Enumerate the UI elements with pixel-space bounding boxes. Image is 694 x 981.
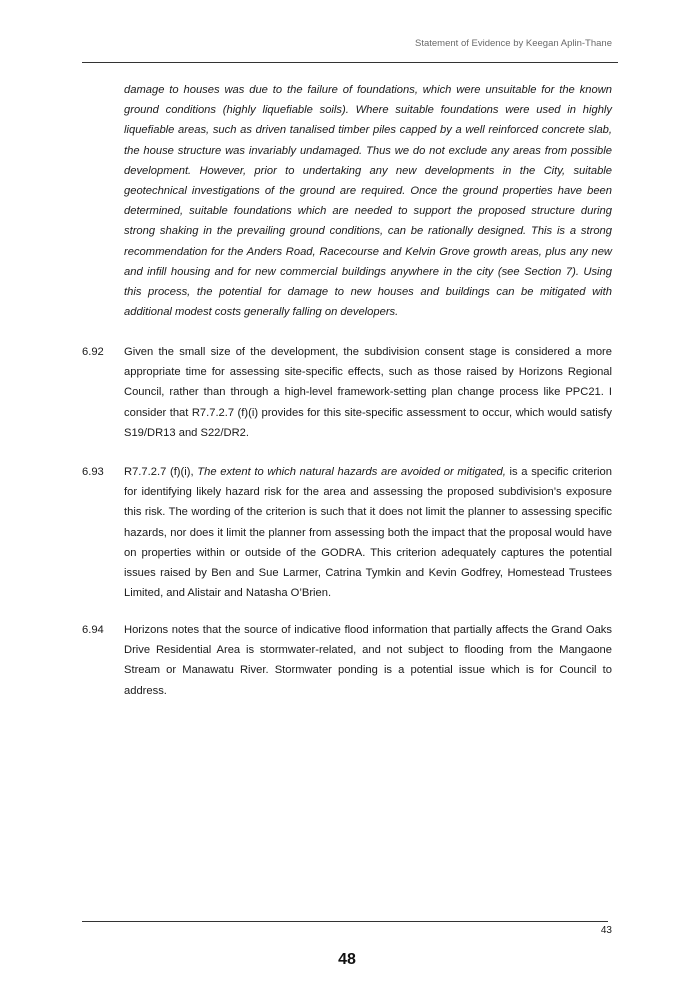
- paragraph-number: 6.93: [82, 466, 104, 478]
- document-page-number: 43: [600, 925, 612, 936]
- paragraph-number: 6.94: [82, 624, 104, 636]
- document-header-title: Statement of Evidence by Keegan Aplin-Thane: [415, 38, 612, 49]
- quoted-excerpt: damage to houses was due to the failure of foundations, which were unsuitable for the known ground conditions (highly liquefiable soils). Where suitable foundations were used in highly liquefiable areas, such as driven tanalised timber piles capped by a well reinforced concrete slab, the house structure was invariably undamaged. Thus we do not exclude any areas from possible development. However, prior to undertaking any new developments in the City, suitable geotechnical investigations of the ground are required. Once the ground properties have been determined, suitable foundations which are needed to support the proposed structure during strong shaking in the prevailing ground conditions, can be rationally designed. This is a strong recommendation for the Anders Road, Racecourse and Kelvin Grove growth areas, plus any new and infill housing and for new commercial buildings anywhere in the city (see Section 7). Using this process, the potential for damage to new houses and buildings can be mitigated with additional modest costs generally falling on developers.: [124, 84, 612, 319]
- paragraph-text: Horizons notes that the source of indicative flood information that partially affects the Grand Oaks Drive Residential Area is stormwater-related, and not subject to flooding from the Mangaone Stream or Manawatu River. Stormwater ponding is a potential issue which is for Council to address.: [124, 624, 612, 697]
- paragraph-6-92: [82, 342, 612, 443]
- paragraph-emphasis: The extent to which natural hazards are avoided or mitigated,: [197, 466, 506, 478]
- paragraph-text: is a specific criterion for identifying likely hazard risk for the area and assessing the proposed subdivision’s exposure this risk. The wording of the criterion is such that it does not limit the planner to assessing specific hazards, nor does it limit the planner from assessing both the impact that the proposal would have on properties within or outside of the GODRA. This criterion adequately captures the potential issues raised by Ben and Sue Larmer, Catrina Tymkin and Kevin Godfrey, Homestead Trustees Limited, and Alistair and Natasha O’Brien.: [124, 466, 612, 600]
- paragraph-text: Given the small size of the development, the subdivision consent stage is considered a more appropriate time for assessing site-specific effects, such as those raised by Horizons Regional Council, rather than through a high-level framework-setting plan change process like PPC21. I consider that R7.7.2.7 (f)(i) provides for this site-specific assessment to occur, which would satisfy S19/DR13 and S22/DR2.: [124, 346, 612, 439]
- pdf-page-number: 48: [338, 951, 356, 968]
- paragraph-6-94: [82, 620, 612, 701]
- paragraph-body: [124, 462, 612, 603]
- header-divider: [82, 62, 618, 63]
- paragraph-number: 6.92: [82, 346, 104, 358]
- paragraph-6-93: [82, 462, 612, 603]
- footer-divider: [82, 921, 608, 922]
- paragraph-lead: R7.7.2.7 (f)(i),: [124, 466, 198, 478]
